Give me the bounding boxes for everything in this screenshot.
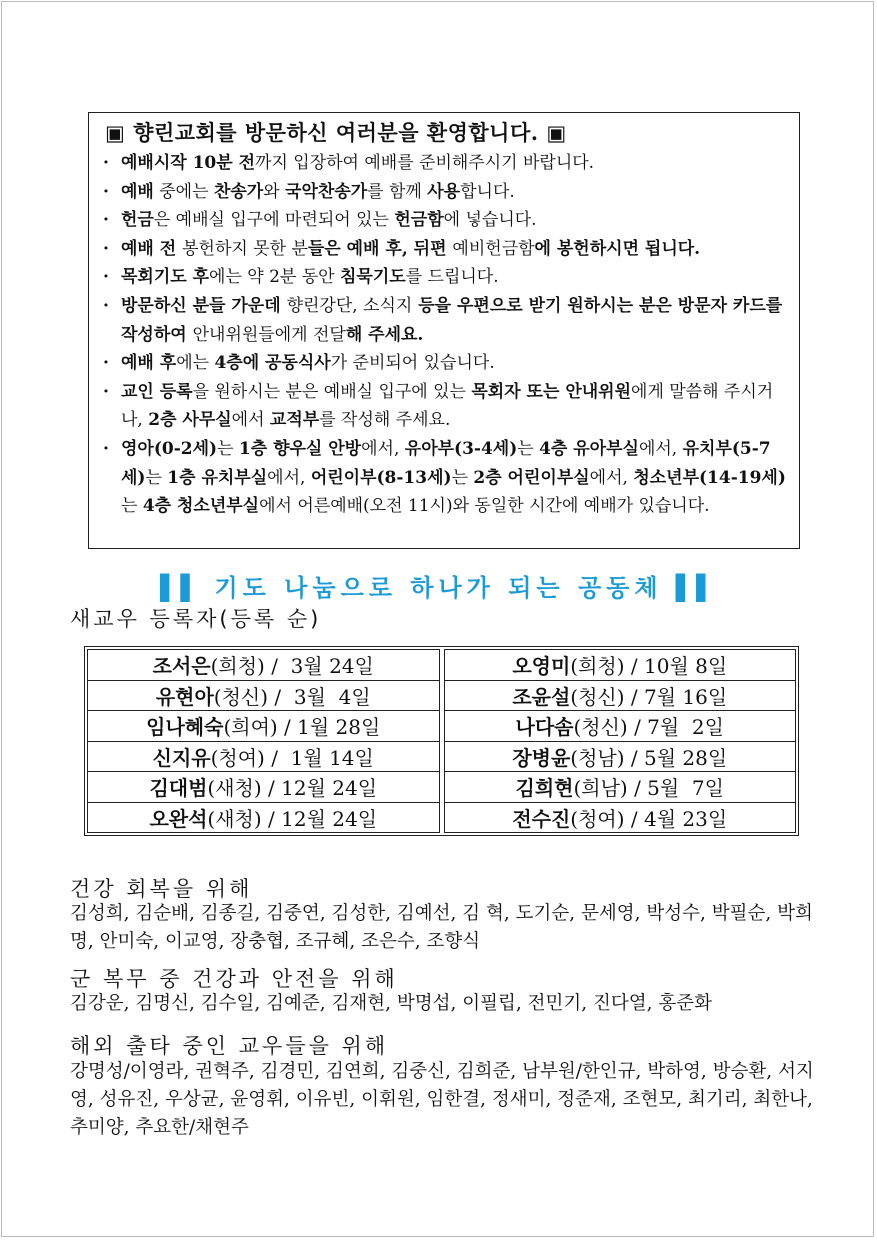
- notice-text: 에서: [231, 410, 270, 431]
- registrant-detail: (청신) / 7월 16일: [570, 684, 728, 709]
- notice-text: 에서,: [361, 438, 405, 459]
- notice-emphasis: 예배시작 10분 전: [121, 153, 256, 173]
- registrant-name: 김대범: [149, 776, 208, 801]
- registrant-row: [445, 711, 796, 742]
- registrant-name: 전수진: [512, 806, 571, 831]
- notice-text: 중에는: [153, 181, 214, 202]
- notice-text: 에서,: [638, 438, 683, 459]
- registrant-detail: (청남) / 5월 28일: [570, 745, 728, 770]
- notice-item: [99, 206, 793, 235]
- registrant-row: [445, 650, 796, 681]
- notice-emphasis: 유아부(3-4세): [404, 438, 518, 459]
- registrant-detail: (희청) / 10월 8일: [570, 654, 728, 679]
- registrants-table: [84, 646, 799, 836]
- notice-item: [99, 349, 793, 378]
- registrant-row: [88, 803, 439, 833]
- notice-item: [99, 263, 793, 292]
- welcome-title: ▣ 향린교회를 방문하신 여러분을 환영합니다. ▣: [105, 120, 567, 145]
- notice-text: 에서,: [267, 467, 311, 488]
- registrant-row: [88, 772, 439, 803]
- notice-text: 향린강단, 소식지: [286, 295, 413, 316]
- notice-emphasis: 해 주세요.: [345, 324, 424, 345]
- health-prayer-names: 김성희, 김순배, 김종길, 김중연, 김성한, 김예선, 김 혁, 도기순, 문세영, 박성수, 박필순, 박희명, 안미숙, 이교영, 장충협, 조규혜, 조은수, 조향식: [70, 903, 813, 952]
- notice-text: 봉헌하지 못한 분: [182, 238, 308, 259]
- registrant-detail: (청신) / 7월 2일: [573, 715, 724, 740]
- notice-item: [99, 178, 793, 207]
- registrants-column-left: [87, 649, 440, 833]
- notice-emphasis: 2층 어린이부실: [473, 467, 590, 488]
- registrant-name: 임나혜숙: [146, 715, 224, 740]
- bar-decoration-left: ▌▌: [160, 574, 202, 602]
- notice-item: [99, 149, 793, 178]
- notice-emphasis: 에 봉헌하시면 됩니다.: [534, 238, 701, 259]
- notice-emphasis: 들은 예배 후, 뒤편: [307, 238, 453, 259]
- registrant-name: 오영미: [512, 654, 571, 679]
- notice-emphasis: 1층 유치부실: [167, 467, 268, 488]
- notice-text: 안내위원들에게 전달: [192, 324, 346, 345]
- registrant-row: [445, 742, 796, 773]
- notice-item: [99, 292, 793, 349]
- notice-emphasis: 침묵기도: [340, 267, 406, 288]
- registrant-detail: (새청) / 12월 24일: [207, 806, 378, 831]
- notice-item: [99, 378, 793, 435]
- notice-emphasis: 목회기도 후: [121, 267, 210, 288]
- military-prayer-title: 군 복무 중 건강과 안전을 위해: [70, 967, 398, 991]
- notice-emphasis: 헌금함: [394, 210, 444, 231]
- registrant-row: [88, 742, 439, 773]
- notice-emphasis: 교적부: [269, 410, 320, 431]
- registrant-row: [445, 681, 796, 712]
- notice-emphasis: 어린이부(8-13세): [310, 467, 452, 488]
- notice-emphasis: 예배: [121, 181, 154, 202]
- notice-text: 에는: [176, 353, 215, 374]
- notice-emphasis: 목회자 또는 안내위원: [471, 381, 632, 402]
- notice-text: 는: [517, 438, 540, 459]
- notice-text: 에게 말씀해 주시거나,: [121, 381, 774, 431]
- section-header: [0, 568, 877, 603]
- registrant-name: 신지유: [152, 745, 211, 770]
- bar-decoration-right: ▌▌: [675, 574, 717, 602]
- registrant-detail: (청여) / 1월 14일: [210, 745, 374, 770]
- notice-text: 를 함께: [367, 181, 428, 202]
- welcome-notice-box: [88, 112, 800, 549]
- notice-text: 에서 어른예배(오전 11시)와 동일한 시간에 예배가 있습니다.: [259, 496, 710, 517]
- registrant-detail: (청여) / 4월 23일: [570, 806, 728, 831]
- notice-emphasis: 찬송가: [213, 181, 264, 202]
- notice-text: 는: [217, 438, 239, 459]
- notice-emphasis: 4층 유아부실: [539, 438, 639, 459]
- registrant-row: [88, 711, 439, 742]
- registrant-name: 나다솜: [515, 715, 574, 740]
- abroad-prayer-names: 강명성/이영라, 권혁주, 김경민, 김연희, 김중신, 김희준, 남부원/한인규, 박하영, 방승환, 서지영, 성유진, 우상균, 윤영휘, 이유빈, 이휘원, 임한결, 정새미, 정준재, 조현모, 최기리, 최한나, 추미양, 추요한/채현주: [70, 1061, 814, 1138]
- notice-text: 을 원하시는 분은 예배실 입구에 있는: [192, 381, 472, 402]
- notice-emphasis: 방문하신 분들 가운데: [121, 295, 287, 316]
- notice-emphasis: 청소년부(14-19세): [633, 467, 786, 488]
- notice-emphasis: 2층 사무실: [148, 410, 232, 431]
- notice-emphasis: 유치부(5-7세): [121, 438, 771, 488]
- notice-emphasis: 4층에 공동식사: [214, 353, 331, 374]
- registrants-column-right: [444, 649, 797, 833]
- notice-emphasis: 등을 우편으로 받기 원하시는 분은 방문자 카드를 작성하여: [121, 295, 783, 345]
- registrants-title: 새교우 등록자(등록 순): [70, 607, 322, 631]
- registrant-row: [88, 681, 439, 712]
- registrant-row: [88, 650, 439, 681]
- notice-text: 예비헌금함: [452, 238, 535, 259]
- military-prayer-names: 김강운, 김명신, 김수일, 김예준, 김재현, 박명섭, 이필립, 전민기, 진다열, 홍준화: [70, 993, 712, 1014]
- notice-emphasis: 교인 등록: [121, 381, 193, 402]
- notice-text: 합니다.: [460, 181, 515, 202]
- notice-text: 에 넣습니다.: [443, 210, 537, 231]
- notice-text: 가 준비되어 있습니다.: [330, 353, 495, 374]
- notice-text: 를 드립니다.: [405, 267, 499, 288]
- notice-item: [99, 235, 793, 264]
- registrant-name: 조서은: [152, 654, 211, 679]
- notice-emphasis: 국악찬송가: [285, 181, 368, 202]
- notice-list: [99, 149, 793, 521]
- notice-text: 는: [145, 467, 168, 488]
- notice-emphasis: 1층 향우실 안방: [238, 438, 362, 459]
- section-header-title: 기도 나눔으로 하나가 되는 공동체: [214, 574, 663, 602]
- notice-text: 는: [121, 496, 143, 517]
- notice-emphasis: 영아(0-2세): [121, 438, 218, 459]
- notice-text: 는: [451, 467, 474, 488]
- notice-emphasis: 예배 후: [121, 353, 177, 374]
- registrant-name: 오완석: [149, 806, 208, 831]
- registrant-detail: (희남) / 5월 7일: [573, 776, 724, 801]
- notice-emphasis: 헌금: [121, 210, 154, 231]
- notice-emphasis: 예배 전: [121, 238, 183, 259]
- notice-text: 에는 약 2분 동안: [209, 267, 340, 288]
- registrant-name: 조윤설: [512, 684, 571, 709]
- notice-item: [99, 435, 793, 521]
- notice-text: 를 작성해 주세요.: [319, 410, 451, 431]
- registrant-detail: (희여) / 1월 28일: [223, 715, 381, 740]
- registrant-name: 유현아: [155, 684, 214, 709]
- health-prayer-title: 건강 회복을 위해: [70, 877, 253, 901]
- notice-text: 은 예배실 입구에 마련되어 있는: [153, 210, 395, 231]
- notice-text: 에서,: [589, 467, 634, 488]
- registrant-name: 장병윤: [512, 745, 571, 770]
- registrant-row: [445, 772, 796, 803]
- registrant-detail: (청신) / 3월 4일: [213, 684, 371, 709]
- abroad-prayer-title: 해외 출타 중인 교우들을 위해: [70, 1034, 389, 1058]
- notice-text: 까지 입장하여 예배를 준비해주시기 바랍니다.: [255, 153, 595, 173]
- registrant-detail: (새청) / 12월 24일: [207, 776, 378, 801]
- notice-text: 와: [263, 181, 286, 202]
- registrant-name: 김희현: [515, 776, 574, 801]
- notice-emphasis: 4층 청소년부실: [142, 496, 260, 517]
- registrant-row: [445, 803, 796, 833]
- notice-emphasis: 사용: [427, 181, 461, 202]
- registrant-detail: (희청) / 3월 24일: [210, 654, 374, 679]
